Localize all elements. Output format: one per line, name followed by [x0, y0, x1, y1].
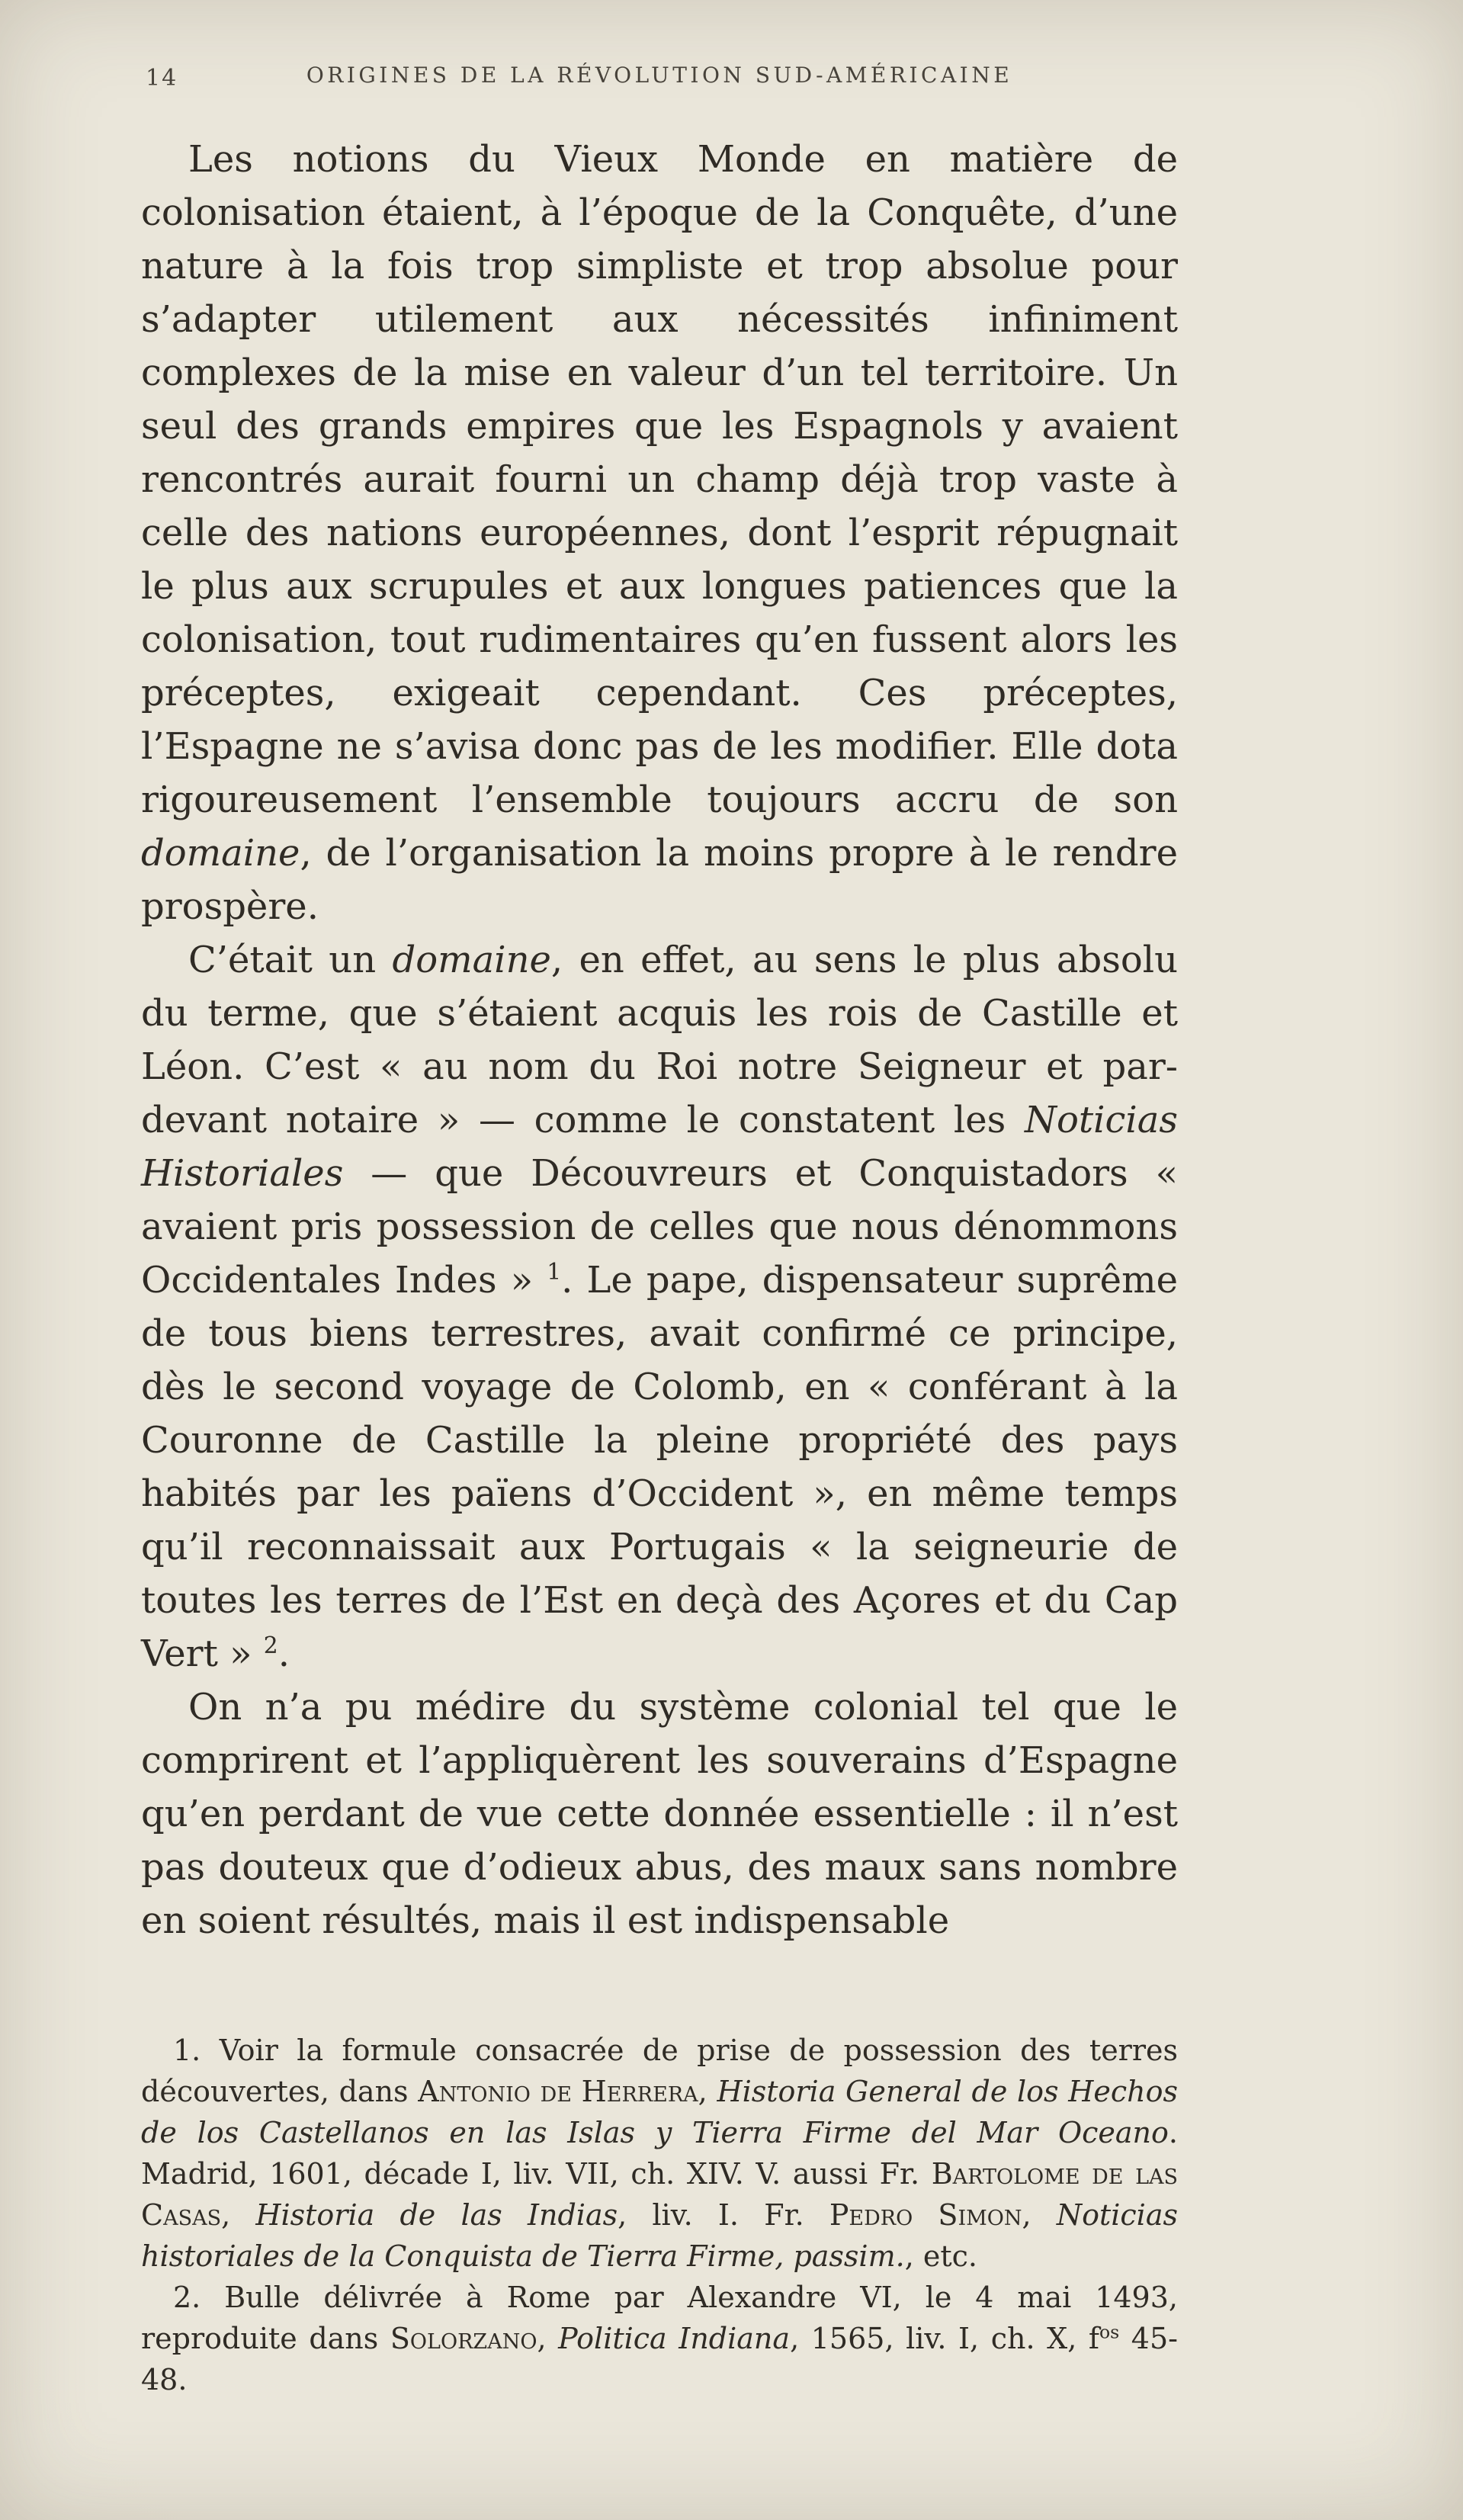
- paragraph-1: Les notions du Vieux Monde en matière de colonisation étaient, à l’époque de la Conquête, d’une nature à la fois trop simpliste et trop absolue pour s’adapter utilement aux nécessités infiniment complexes de la mise en valeur d’un tel territoire. Un seul des grands empires que les Espagnols y avaient rencontrés aurait fourni un champ déjà trop vaste à celle des nations européennes, dont l’esprit répugnait le plus aux scrupules et aux longues patiences que la colonisation, tout rudimentaires qu’en fussent alors les préceptes, exigeait cependant. Ces préceptes, l’Espagne ne s’avisa donc pas de les modifier. Elle dota rigoureusement l’ensemble toujours accru de son domaine, de l’organisation la moins propre à le rendre prospère.: [141, 138, 1178, 928]
- footnote-1: 1. Voir la formule consacrée de prise de possession des terres découvertes, dans Antonio de Herrera, Historia General de los Hechos de los Castellanos en las Islas y Tierra Firme del Mar Oceano. Madrid, 1601, décade I, liv. VII, ch. XIV. V. aussi Fr. Bartolome de las Casas, Historia de las Indias, liv. I. Fr. Pedro Simon, Noticias historiales de la Conquista de Tierra Firme, passim., etc.: [141, 2034, 1179, 2273]
- footnotes-section: [141, 2030, 1178, 2400]
- text-block: [141, 63, 1178, 2400]
- footnote-2: 2. Bulle délivrée à Rome par Alexandre VI, le 4 mai 1493, reproduite dans Solorzano, Politica Indiana, 1565, liv. I, ch. X, $f^{os}$ 45-48.: [141, 2281, 1178, 2396]
- page-number: 14: [146, 65, 178, 91]
- running-title: ORIGINES DE LA RÉVOLUTION SUD-AMÉRICAINE: [306, 63, 1013, 88]
- paragraph-3: On n’a pu médire du système colonial tel que le comprirent et l’appliquèrent les souverains d’Espagne qu’en perdant de vue cette donnée essentielle : il n’est pas douteux que d’odieux abus, des maux sans nombre en soient résultés, mais il est indispensable: [141, 1686, 1178, 1942]
- paragraph-2: C’était un domaine, en effet, au sens le plus absolu du terme, que s’étaient acquis les rois de Castille et Léon. C’est « au nom du Roi notre Seigneur et par-devant notaire » — comme le constatent les Noticias Historiales — que Découvreurs et Conquistadors « avaient pris possession de celles que nous dénommons Occidentales Indes » $^1$. Le pape, dispensateur suprême de tous biens terrestres, avait confirmé ce principe, dès le second voyage de Colomb, en « conférant à la Couronne de Castille la pleine propriété des pays habités par les païens d’Occident », en même temps qu’il reconnaissait aux Portugais « la seigneurie de toutes les terres de l’Est en deçà des Açores et du Cap Vert » $^2$.: [141, 939, 1179, 1675]
- page-header: [141, 63, 1178, 95]
- body-text: [141, 133, 1178, 1947]
